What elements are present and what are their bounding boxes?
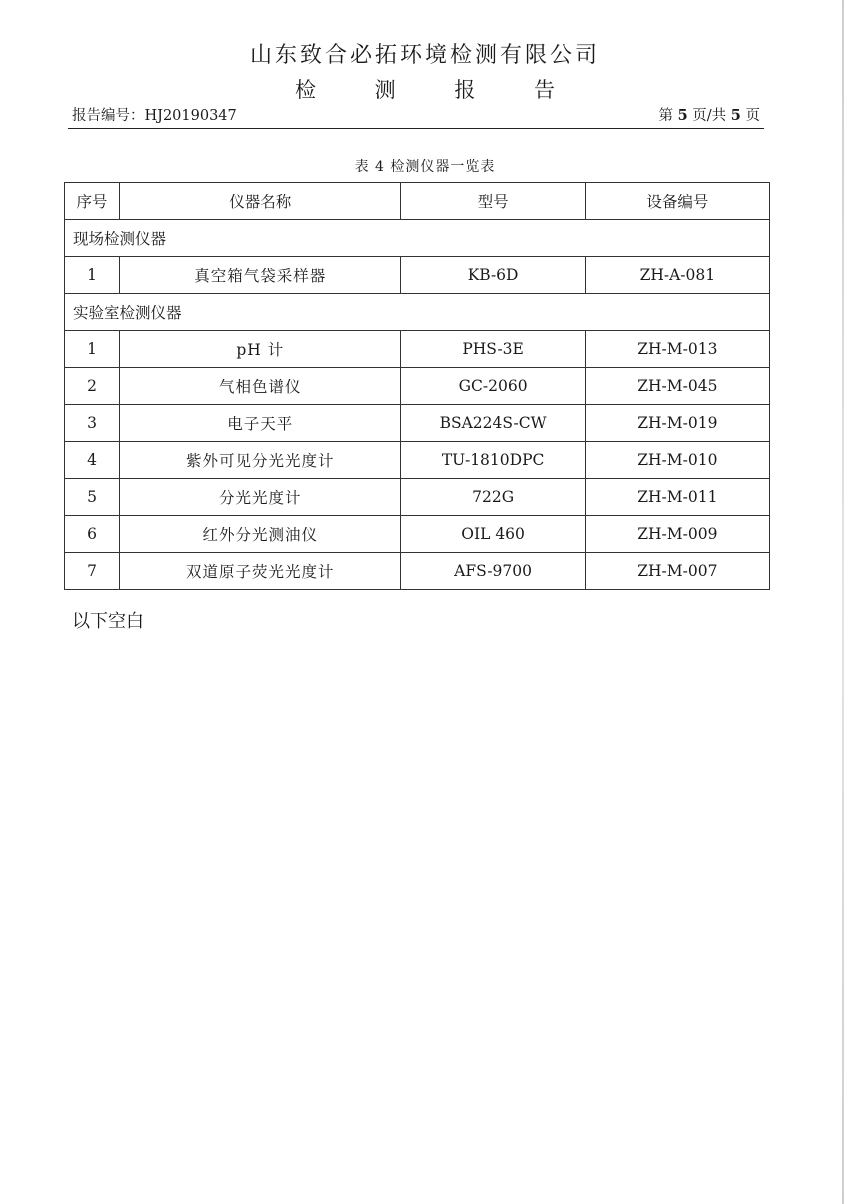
page-current: 5: [677, 107, 688, 124]
cell-code: ZH-M-007: [585, 553, 769, 590]
cell-code: ZH-M-013: [585, 331, 769, 368]
cell-name: pH 计: [120, 331, 401, 368]
page-middle: 页/共: [692, 108, 727, 124]
cell-code: ZH-M-011: [585, 479, 769, 516]
table-row: [65, 368, 770, 405]
page-total: 5: [730, 107, 741, 124]
cell-model: AFS-9700: [401, 553, 585, 590]
page-indicator: [658, 104, 760, 125]
table-row: [65, 553, 770, 590]
table-row: [65, 516, 770, 553]
cell-name: 紫外可见分光光度计: [120, 442, 401, 479]
cell-seq: 2: [65, 368, 120, 405]
section-row-lab: [65, 294, 770, 331]
cell-code: ZH-A-081: [585, 257, 769, 294]
cell-name: 电子天平: [120, 405, 401, 442]
report-number-label: 报告编号：: [72, 108, 145, 124]
table-caption: 表 4 检测仪器一览表: [354, 159, 496, 175]
cell-code: ZH-M-010: [585, 442, 769, 479]
table-row: [65, 405, 770, 442]
cell-model: KB-6D: [401, 257, 585, 294]
cell-model: OIL 460: [401, 516, 585, 553]
section-row-field: [65, 220, 770, 257]
header-divider: [68, 128, 764, 129]
cell-name: 双道原子荧光光度计: [120, 553, 401, 590]
cell-seq: 4: [65, 442, 120, 479]
cell-seq: 7: [65, 553, 120, 590]
cell-name: 红外分光测油仪: [120, 516, 401, 553]
cell-seq: 1: [65, 331, 120, 368]
cell-name: 真空箱气袋采样器: [120, 257, 401, 294]
section-title: 现场检测仪器: [65, 220, 770, 257]
cell-code: ZH-M-019: [585, 405, 769, 442]
report-title: 检 测 报 告: [294, 78, 582, 102]
cell-model: GC-2060: [401, 368, 585, 405]
scan-edge-line: [842, 0, 844, 1204]
cell-model: BSA224S-CW: [401, 405, 585, 442]
report-meta-row: [72, 104, 760, 126]
company-name: 山东致合必拓环境检测有限公司: [249, 43, 600, 68]
cell-model: 722G: [401, 479, 585, 516]
cell-seq: 6: [65, 516, 120, 553]
cell-name: 气相色谱仪: [120, 368, 401, 405]
page-prefix: 第: [658, 108, 673, 124]
cell-seq: 1: [65, 257, 120, 294]
table-row: [65, 442, 770, 479]
column-header-model: 型号: [401, 183, 585, 220]
cell-model: TU-1810DPC: [401, 442, 585, 479]
cell-model: PHS-3E: [401, 331, 585, 368]
column-header-code: 设备编号: [585, 183, 769, 220]
cell-code: ZH-M-045: [585, 368, 769, 405]
cell-seq: 5: [65, 479, 120, 516]
cell-name: 分光光度计: [120, 479, 401, 516]
end-of-content-note: 以下空白: [72, 611, 144, 632]
table-row: [65, 331, 770, 368]
page-suffix: 页: [745, 108, 760, 124]
instrument-table: [64, 182, 770, 590]
cell-seq: 3: [65, 405, 120, 442]
report-number: [72, 104, 237, 125]
section-title: 实验室检测仪器: [65, 294, 770, 331]
report-number-value: HJ20190347: [144, 108, 237, 124]
cell-code: ZH-M-009: [585, 516, 769, 553]
column-header-seq: 序号: [65, 183, 120, 220]
column-header-name: 仪器名称: [120, 183, 401, 220]
table-row: [65, 479, 770, 516]
table-row: [65, 257, 770, 294]
table-header-row: [65, 183, 770, 220]
